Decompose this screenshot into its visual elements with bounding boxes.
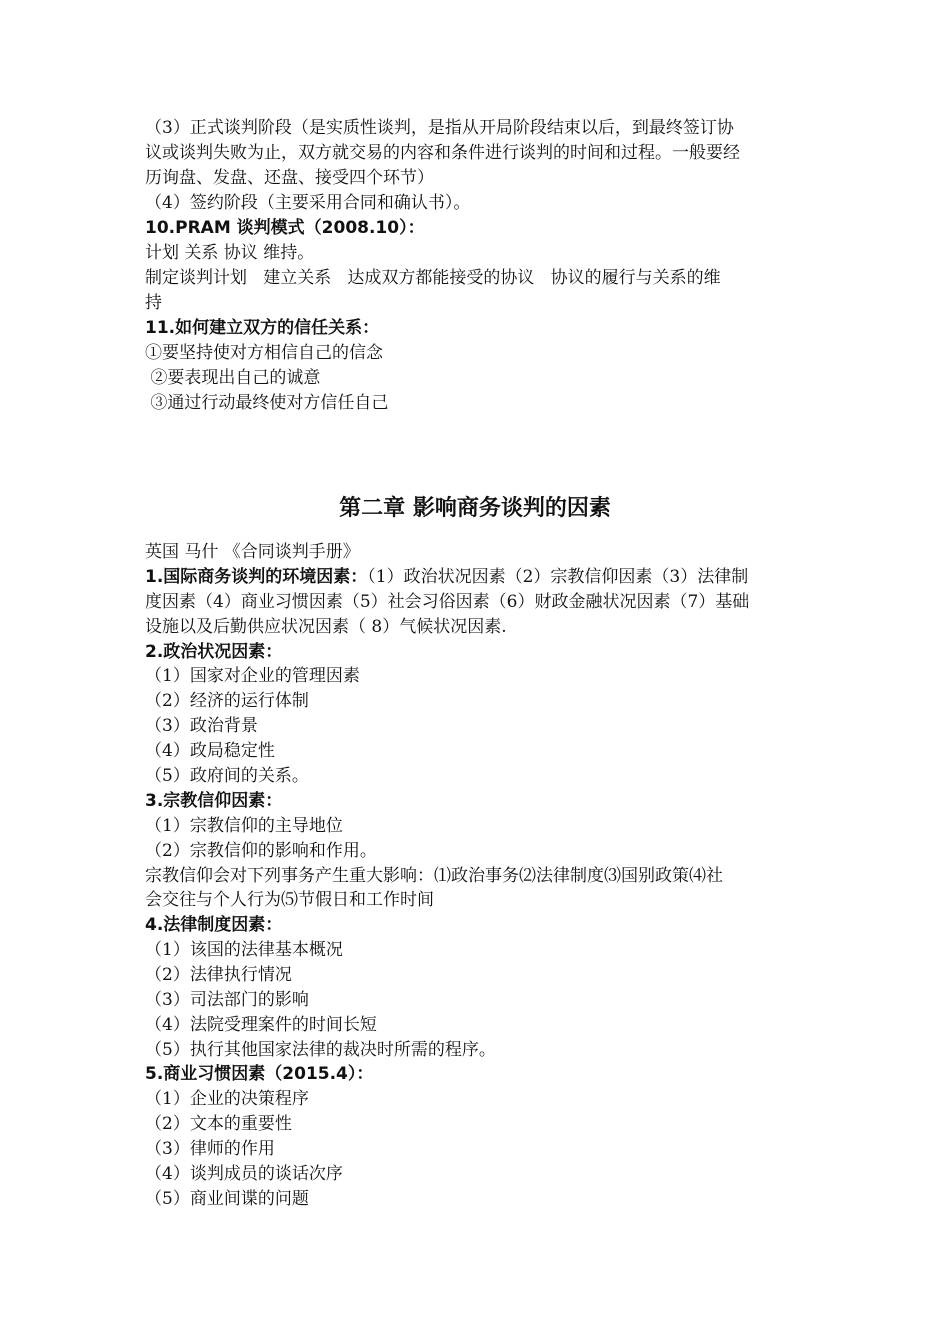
- paragraph-line: 计划 关系 协议 维持。: [145, 243, 315, 263]
- list-item: （1）该国的法律基本概况: [145, 940, 343, 960]
- paragraph-line: 议或谈判失败为止，双方就交易的内容和条件进行谈判的时间和过程。一般要经: [145, 143, 740, 163]
- section-heading: 5.商业习惯因素（2015.4）：: [145, 1064, 374, 1084]
- paragraph-text: （1）政治状况因素（2）宗教信仰因素（3）法律制: [367, 567, 749, 587]
- list-item: （3）政治背景: [145, 716, 258, 736]
- paragraph-line: 制定谈判计划 建立关系 达成双方都能接受的协议 协议的履行与关系的维: [145, 268, 721, 288]
- list-item: （5）商业间谍的问题: [145, 1189, 309, 1209]
- list-item: （4）法院受理案件的时间长短: [145, 1015, 377, 1035]
- paragraph-line: 宗教信仰会对下列事务产生重大影响：⑴政治事务⑵法律制度⑶国别政策⑷社: [145, 866, 723, 886]
- list-item: ③通过行动最终使对方信任自己: [145, 393, 389, 413]
- list-item: （2）宗教信仰的影响和作用。: [145, 841, 377, 861]
- paragraph-line: 历询盘、发盘、还盘、接受四个环节）: [145, 168, 434, 188]
- list-item: （2）法律执行情况: [145, 965, 292, 985]
- list-item: （5）政府间的关系。: [145, 766, 309, 786]
- paragraph-line: 度因素（4）商业习惯因素（5）社会习俗因素（6）财政金融状况因素（7）基础: [145, 592, 750, 612]
- paragraph-line: 持: [145, 293, 162, 313]
- paragraph-line: 会交往与个人行为⑸节假日和工作时间: [145, 890, 434, 910]
- list-item: （1）宗教信仰的主导地位: [145, 816, 343, 836]
- list-item: （3）律师的作用: [145, 1139, 275, 1159]
- chapter-title: 第二章 影响商务谈判的因素: [339, 496, 611, 521]
- paragraph-line: （4）签约阶段（主要采用合同和确认书）。: [145, 193, 471, 213]
- list-item: （5）执行其他国家法律的裁决时所需的程序。: [145, 1040, 496, 1060]
- list-item: （4）谈判成员的谈话次序: [145, 1164, 343, 1184]
- list-item: （2）文本的重要性: [145, 1114, 292, 1134]
- paragraph-line: （3）正式谈判阶段（是实质性谈判，是指从开局阶段结束以后，到最终签订协: [145, 118, 734, 138]
- list-item: （1）企业的决策程序: [145, 1089, 309, 1109]
- section-heading: 1.国际商务谈判的环境因素：: [145, 567, 368, 587]
- list-item: （4）政局稳定性: [145, 741, 275, 761]
- section-heading: 11.如何建立双方的信任关系：: [145, 318, 380, 338]
- list-item: ①要坚持使对方相信自己的信念: [145, 343, 383, 363]
- section-heading: 3.宗教信仰因素：: [145, 791, 283, 811]
- list-item: ②要表现出自己的诚意: [145, 368, 321, 388]
- section-heading: 2.政治状况因素：: [145, 642, 283, 662]
- paragraph-line: 设施以及后勤供应状况因素（ 8）气候状况因素.: [145, 617, 507, 637]
- list-item: （3）司法部门的影响: [145, 990, 309, 1010]
- source-line: 英国 马什 《合同谈判手册》: [145, 542, 360, 562]
- list-item: （2）经济的运行体制: [145, 691, 309, 711]
- section-heading: 10.PRAM 谈判模式（2008.10）：: [145, 218, 425, 238]
- paragraph-line: [145, 565, 815, 590]
- list-item: （1）国家对企业的管理因素: [145, 666, 360, 686]
- section-heading: 4.法律制度因素：: [145, 915, 283, 935]
